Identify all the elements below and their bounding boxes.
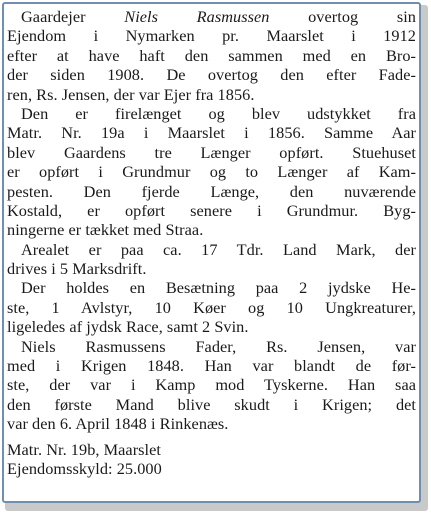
paragraph-war <box>7 337 416 434</box>
paragraph-owner <box>7 7 416 104</box>
text-line: Den er firelænget og blev udstykket fra <box>21 103 416 123</box>
text-line: Niels Rasmussens Fader, Rs. Jensen, var <box>21 336 416 356</box>
owner-name: Niels Rasmussen <box>124 7 270 26</box>
text-line: ste, der var i Kamp mod Tyskerne. Han saa <box>7 375 416 395</box>
matr-number: Matr. Nr. 19b, Maarslet <box>7 439 161 459</box>
text-line: Arealet er paa ca. 17 Tdr. Land Mark, der <box>21 239 416 259</box>
text-line: Kostald, er opført senere i Grundmur. Byg- <box>7 200 416 220</box>
footer-block <box>7 440 416 479</box>
newspaper-clipping <box>7 7 416 498</box>
text-line: Der holdes en Besætning paa 2 jydske He- <box>21 278 416 298</box>
text-line: pesten. Den fjerde Længe, den nuværende <box>7 181 416 201</box>
text-line: er opført i Grundmur og to Længer af Kam- <box>7 162 416 182</box>
text-line: Gaardejer Niels Rasmussen overtog sin <box>21 7 416 26</box>
text-line: blev Gaardens tre Længer opført. Stuehuset <box>7 142 416 162</box>
paragraph-buildings <box>7 104 416 240</box>
text-line: den første Mand blive skudt i Krigen; det <box>7 394 416 414</box>
text-line: efter at have haft den sammen med en Bro- <box>7 45 416 65</box>
text-line: Matr. Nr. 19a i Maarslet i 1856. Samme Aar <box>7 123 416 143</box>
text-line: drives i 5 Marksdrift. <box>7 259 147 279</box>
paragraph-area <box>7 240 416 279</box>
text-line: Ejendom i Nymarken pr. Maarslet i 1912 <box>7 26 416 46</box>
paragraph-livestock <box>7 278 416 336</box>
property-tax-value: Ejendomsskyld: 25.000 <box>7 458 162 478</box>
text-line: ningerne er tækket med Straa. <box>7 220 204 240</box>
text-line: ligeledes af jydsk Race, samt 2 Svin. <box>7 317 249 337</box>
text-line: var den 6. April 1848 i Rinkenæs. <box>7 414 229 434</box>
text-line: ren, Rs. Jensen, der var Ejer fra 1856. <box>7 84 255 104</box>
text-line: med i Krigen 1848. Han var blandt de før- <box>7 356 416 376</box>
clipping-frame <box>2 2 421 503</box>
text-line: ste, 1 Avlstyr, 10 Køer og 10 Ungkreaturer, <box>7 297 416 317</box>
text-line: der siden 1908. De overtog den efter Fade- <box>7 65 416 85</box>
